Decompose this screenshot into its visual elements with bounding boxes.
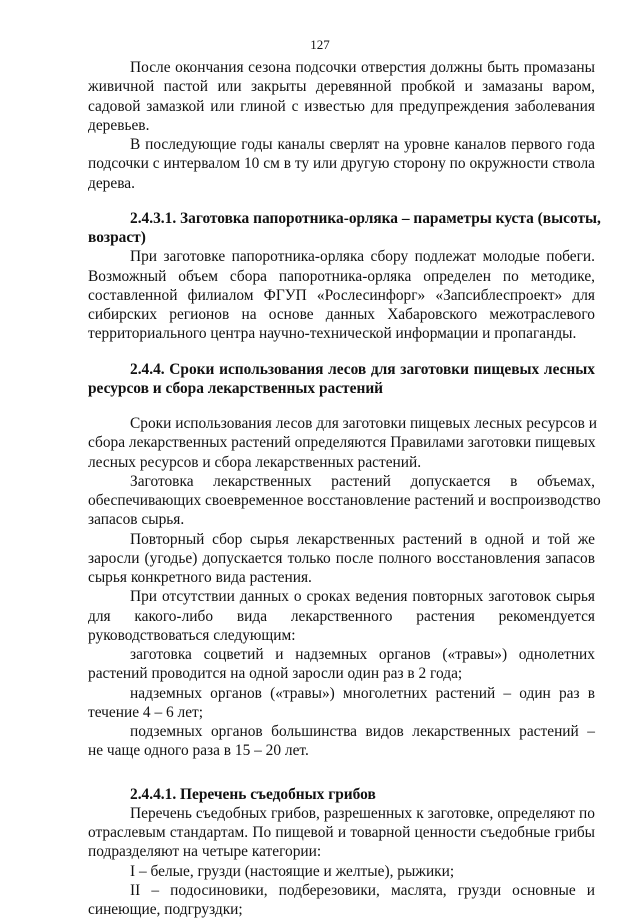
text-line: садовой замазкой или глиной с известью для предупреждения заболевания [88,97,595,115]
text-line: Перечень съедобных грибов, разрешенных к заготовке, определяют по [130,804,595,822]
paragraph-underground-organs [88,722,595,761]
paragraph-mushroom-list [88,804,595,862]
paragraph-sap-season-end [88,58,595,135]
heading-line: ресурсов и сбора лекарственных растений [88,379,384,397]
text-line: составленной филиалом ФГУП «Рослесинфорг» «Запсиблеспроект» для [88,286,595,304]
text-line: лесных ресурсов и сбора лекарственных растений. [88,453,422,471]
page-number: 127 [310,37,330,52]
text-line: заготовка соцветий и надземных органов («травы») однолетних [130,646,595,663]
heading-line: 2.4.4.1. Перечень съедобных грибов [130,785,376,803]
text-line: подземных органов большинства видов лекарственных растений – [130,723,595,740]
paragraph-annual-plants [88,645,595,684]
text-line: Заготовка лекарственных растений допускается в объемах, [130,472,595,490]
text-line: сбора лекарственных растений определяются Правилами заготовки пищевых [88,434,596,452]
text-line: подсочки с интервалом 10 см в ту или другую сторону по окружности ствола [88,155,595,173]
text-line: синеющие, подгруздки; [88,901,243,918]
text-line: В последующие годы каналы сверлят на уровне каналов первого года [130,136,595,153]
text-line: I – белые, грузди (настоящие и желтые), рыжики; [130,862,455,880]
text-line: подразделяют на четыре категории: [88,843,322,861]
text-line: деревьев. [88,116,150,134]
paragraph-category-2 [88,881,595,919]
page-body [88,58,601,919]
text-line: После окончания сезона подсочки отверстия должны быть промазаны [130,59,595,76]
paragraph-category-1 [88,862,595,881]
text-line: сибирских регионов на основе данных Хабаровского межотраслевого [88,306,595,323]
paragraph-fern-harvest [88,247,595,343]
text-line: При заготовке папоротника-орляка сбору подлежат молодые побеги. [130,248,595,266]
text-line: руководствоваться следующим: [88,626,296,644]
text-line: растений проводится на одной заросли один раз в 2 года; [88,665,463,683]
text-line: запасов сырья. [88,511,185,529]
text-line: При отсутствии данных о сроках ведения повторных заготовок сырья [130,588,595,606]
text-line: II – подосиновики, подберезовики, маслята, грузди основные и [130,881,595,899]
text-line: Повторный сбор сырья лекарственных растений в одной и той же [130,530,595,548]
text-line: заросли (угодье) допускается только после полного восстановления запасов [88,549,595,567]
text-line: дерева. [88,174,135,192]
text-line: Сроки использования лесов для заготовки пищевых лесных ресурсов и [130,415,598,432]
text-line: Возможный объем сбора папоротника-орляка определен по методике, [88,267,595,285]
paragraph-repeat-harvest [88,530,595,588]
text-line: для какого-либо вида лекарственного растения рекомендуется [88,607,595,625]
paragraph-following-years [88,135,595,193]
text-line: течение 4 – 6 лет; [88,703,204,721]
heading-2-4-4-1 [88,785,595,804]
text-line: сырья конкретного вида растения. [88,569,312,586]
heading-2-4-4 [88,360,595,399]
text-line: надземных органов («травы») многолетних растений – один раз в [130,684,595,702]
paragraph-usage-terms [88,414,598,472]
paragraph-perennial-plants [88,684,595,723]
paragraph-harvest-volumes [88,472,601,530]
heading-2-4-3-1 [88,209,601,248]
text-line: отраслевым стандартам. По пищевой и товарной ценности съедобные грибы [88,824,595,841]
heading-line: 2.4.3.1. Заготовка папоротника-орляка – параметры куста (высоты, [130,209,601,227]
paragraph-missing-data [88,587,595,645]
text-line: обеспечивающих своевременное восстановление растений и воспроизводство [88,492,601,509]
text-line: территориального центра научно-технической информации и пропаганды. [88,325,577,343]
heading-line: 2.4.4. Сроки использования лесов для заготовки пищевых лесных [130,360,595,378]
text-line: живичной пастой или закрыты деревянной пробкой и замазаны варом, [88,78,595,96]
heading-line: возраст) [88,229,146,246]
text-line: не чаще одного раза в 15 – 20 лет. [88,742,309,760]
